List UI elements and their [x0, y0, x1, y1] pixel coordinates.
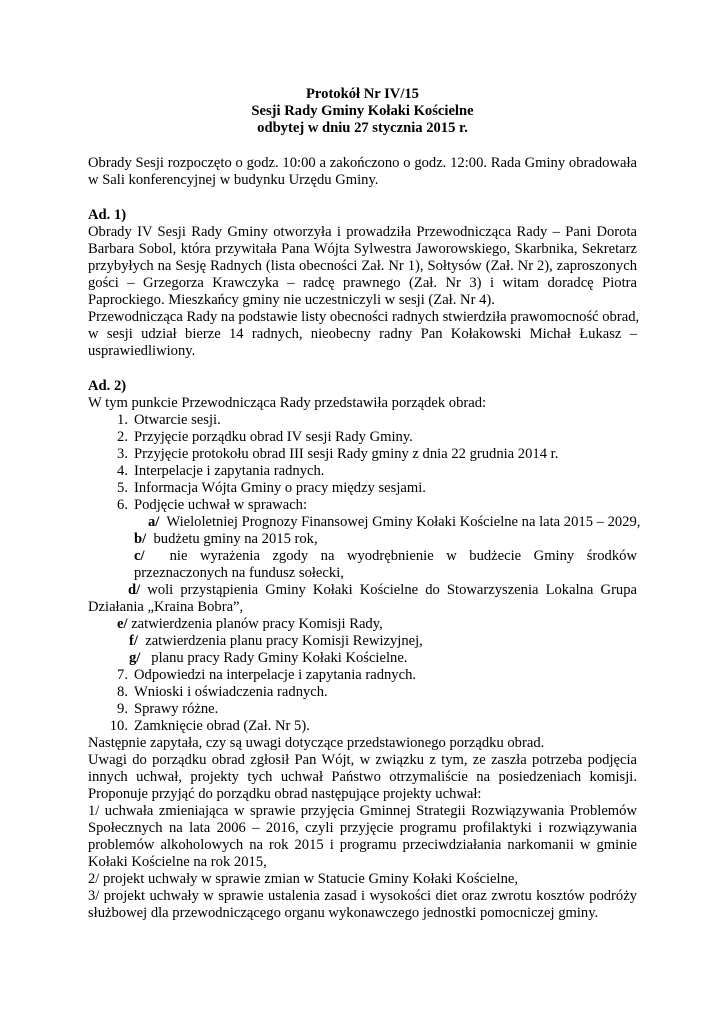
list-number: 6.: [117, 497, 128, 513]
paragraph-line: służbowej dla przewodniczącego organu wykonawczego jednostki pomocniczej gminy.: [88, 905, 599, 921]
list-item: Przyjęcie porządku obrad IV sesji Rady Gminy.: [134, 429, 413, 445]
list-number: 8.: [117, 684, 128, 700]
paragraph-line: Uwagi do porządku obrad zgłosił Pan Wójt, w związku z tym, ze zaszła potrzeba podjęcia: [88, 752, 637, 768]
sub-item-e: [117, 616, 383, 633]
sub-item-f: [129, 633, 423, 650]
paragraph-line: problemów alkoholowych na rok 2015 i programu przeciwdziałania narkomanii w gminie: [88, 837, 637, 853]
intro-line: Obrady Sesji rozpoczęto o godz. 10:00 a zakończono o godz. 12:00. Rada Gminy obradowała: [88, 155, 637, 171]
paragraph-line: W tym punkcie Przewodnicząca Rady przedstawiła porządek obrad:: [88, 395, 487, 411]
list-number: 7.: [117, 667, 128, 683]
list-item: Zamknięcie obrad (Zał. Nr 5).: [134, 718, 310, 734]
paragraph-line: Społecznych na lata 2006 – 2016, czyli przyjęcie programu profilaktyki i rozwiązywania: [88, 820, 637, 836]
paragraph-line: Proponuje przyjąć do porządku obrad następujące projekty uchwał:: [88, 786, 482, 802]
paragraph-line: Barbara Sobol, która przywitała Pana Wójta Sylwestra Jaworowskiego, Skarbnika, Sekretarz: [88, 241, 637, 257]
sub-item-letter: b/: [134, 531, 147, 547]
sub-item-letter: c/: [134, 548, 145, 564]
document-subtitle: Sesji Rady Gminy Kołaki Kościelne: [251, 103, 474, 119]
list-item: Wnioski i oświadczenia radnych.: [134, 684, 328, 700]
list-number: 3.: [117, 446, 128, 462]
list-item: Informacja Wójta Gminy o pracy między sesjami.: [134, 480, 426, 496]
list-item: Podjęcie uchwał w sprawach:: [134, 497, 308, 513]
paragraph-line: Paprockiego. Mieszkańcy gminy nie uczestniczyli w sesji (Zał. Nr 4).: [88, 292, 495, 308]
sub-item-c-cont: przeznaczonych na fundusz sołecki,: [134, 565, 344, 581]
sub-item-d: [128, 582, 637, 599]
paragraph-line: 1/ uchwała zmieniająca w sprawie przyjęcia Gminnej Strategii Rozwiązywania Problemów: [88, 803, 637, 819]
paragraph-line: Obrady IV Sesji Rady Gminy otworzyła i prowadziła Przewodnicząca Rady – Pani Dorota: [88, 224, 637, 240]
sub-item-text: budżetu gminy na 2015 rok,: [146, 531, 318, 547]
list-number: 1.: [117, 412, 128, 428]
document-title: Protokół Nr IV/15: [306, 86, 419, 102]
paragraph-line: przybyłych na Sesję Radnych (lista obecności Zał. Nr 1), Sołtysów (Zał. Nr 2), zaproszonych: [88, 258, 637, 274]
sub-item-g: [129, 650, 407, 667]
list-number: 10.: [109, 718, 128, 734]
document-date: odbytej w dniu 27 stycznia 2015 r.: [257, 120, 468, 136]
paragraph-line: 3/ projekt uchwały w sprawie ustalenia zasad i wysokości diet oraz zwrotu kosztów podróży: [88, 888, 637, 904]
sub-item-text: zatwierdzenia planu pracy Komisji Rewizyjnej,: [137, 633, 423, 649]
list-item: Interpelacje i zapytania radnych.: [134, 463, 325, 479]
section-heading-ad1: Ad. 1): [88, 207, 127, 223]
sub-item-text: planu pracy Rady Gminy Kołaki Kościelne.: [140, 650, 408, 666]
sub-item-text: Wieloletniej Prognozy Finansowej Gminy Kołaki Kościelne na lata 2015 – 2029,: [159, 514, 641, 530]
paragraph-line: Następnie zapytała, czy są uwagi dotyczące przedstawionego porządku obrad.: [88, 735, 545, 751]
list-number: 2.: [117, 429, 128, 445]
paragraph-line: innych uchwał, projekty tych uchwał Państwo otrzymaliście na posiedzeniach komisji.: [88, 769, 637, 785]
intro-line: w Sali konferencyjnej w budynku Urzędu Gminy.: [88, 172, 379, 188]
sub-item-letter: e/: [117, 616, 128, 632]
paragraph-line: gości – Grzegorza Krawczyka – radcę prawnego (Zał. Nr 3) i witam doradcę Piotra: [88, 275, 637, 291]
paragraph-line: usprawiedliwiony.: [88, 343, 196, 359]
sub-item-d-cont: Działania „Kraina Bobra”,: [88, 599, 244, 615]
list-item: Otwarcie sesji.: [134, 412, 221, 428]
section-heading-ad2: Ad. 2): [88, 378, 127, 394]
sub-item-b: [134, 531, 318, 548]
list-item: Przyjęcie protokołu obrad III sesji Rady gminy z dnia 22 grudnia 2014 r.: [134, 446, 559, 462]
paragraph-line: 2/ projekt uchwały w sprawie zmian w Statucie Gminy Kołaki Kościelne,: [88, 871, 519, 887]
paragraph-line: Przewodnicząca Rady na podstawie listy obecności radnych stwierdziła prawomocność obrad,: [88, 309, 640, 325]
sub-item-text: nie wyrażenia zgody na wyodrębnienie w budżecie Gminy środków: [144, 548, 637, 564]
sub-item-a: [148, 514, 640, 531]
paragraph-line: w sesji udział bierze 14 radnych, nieobecny radny Pan Kołakowski Michał Łukasz –: [88, 326, 637, 342]
list-number: 4.: [117, 463, 128, 479]
sub-item-letter: g/: [129, 650, 141, 666]
sub-item-c: [134, 548, 637, 565]
list-number: 5.: [117, 480, 128, 496]
list-item: Sprawy różne.: [134, 701, 219, 717]
list-number: 9.: [117, 701, 128, 717]
sub-item-letter: d/: [128, 582, 141, 598]
sub-item-letter: f/: [129, 633, 138, 649]
sub-item-letter: a/: [148, 514, 160, 530]
sub-item-text: woli przystąpienia Gminy Kołaki Kościelne do Stowarzyszenia Lokalna Grupa: [140, 582, 637, 598]
list-item: Odpowiedzi na interpelacje i zapytania radnych.: [134, 667, 417, 683]
paragraph-line: Kołaki Kościelne na rok 2015,: [88, 854, 267, 870]
sub-item-text: zatwierdzenia planów pracy Komisji Rady,: [127, 616, 383, 632]
